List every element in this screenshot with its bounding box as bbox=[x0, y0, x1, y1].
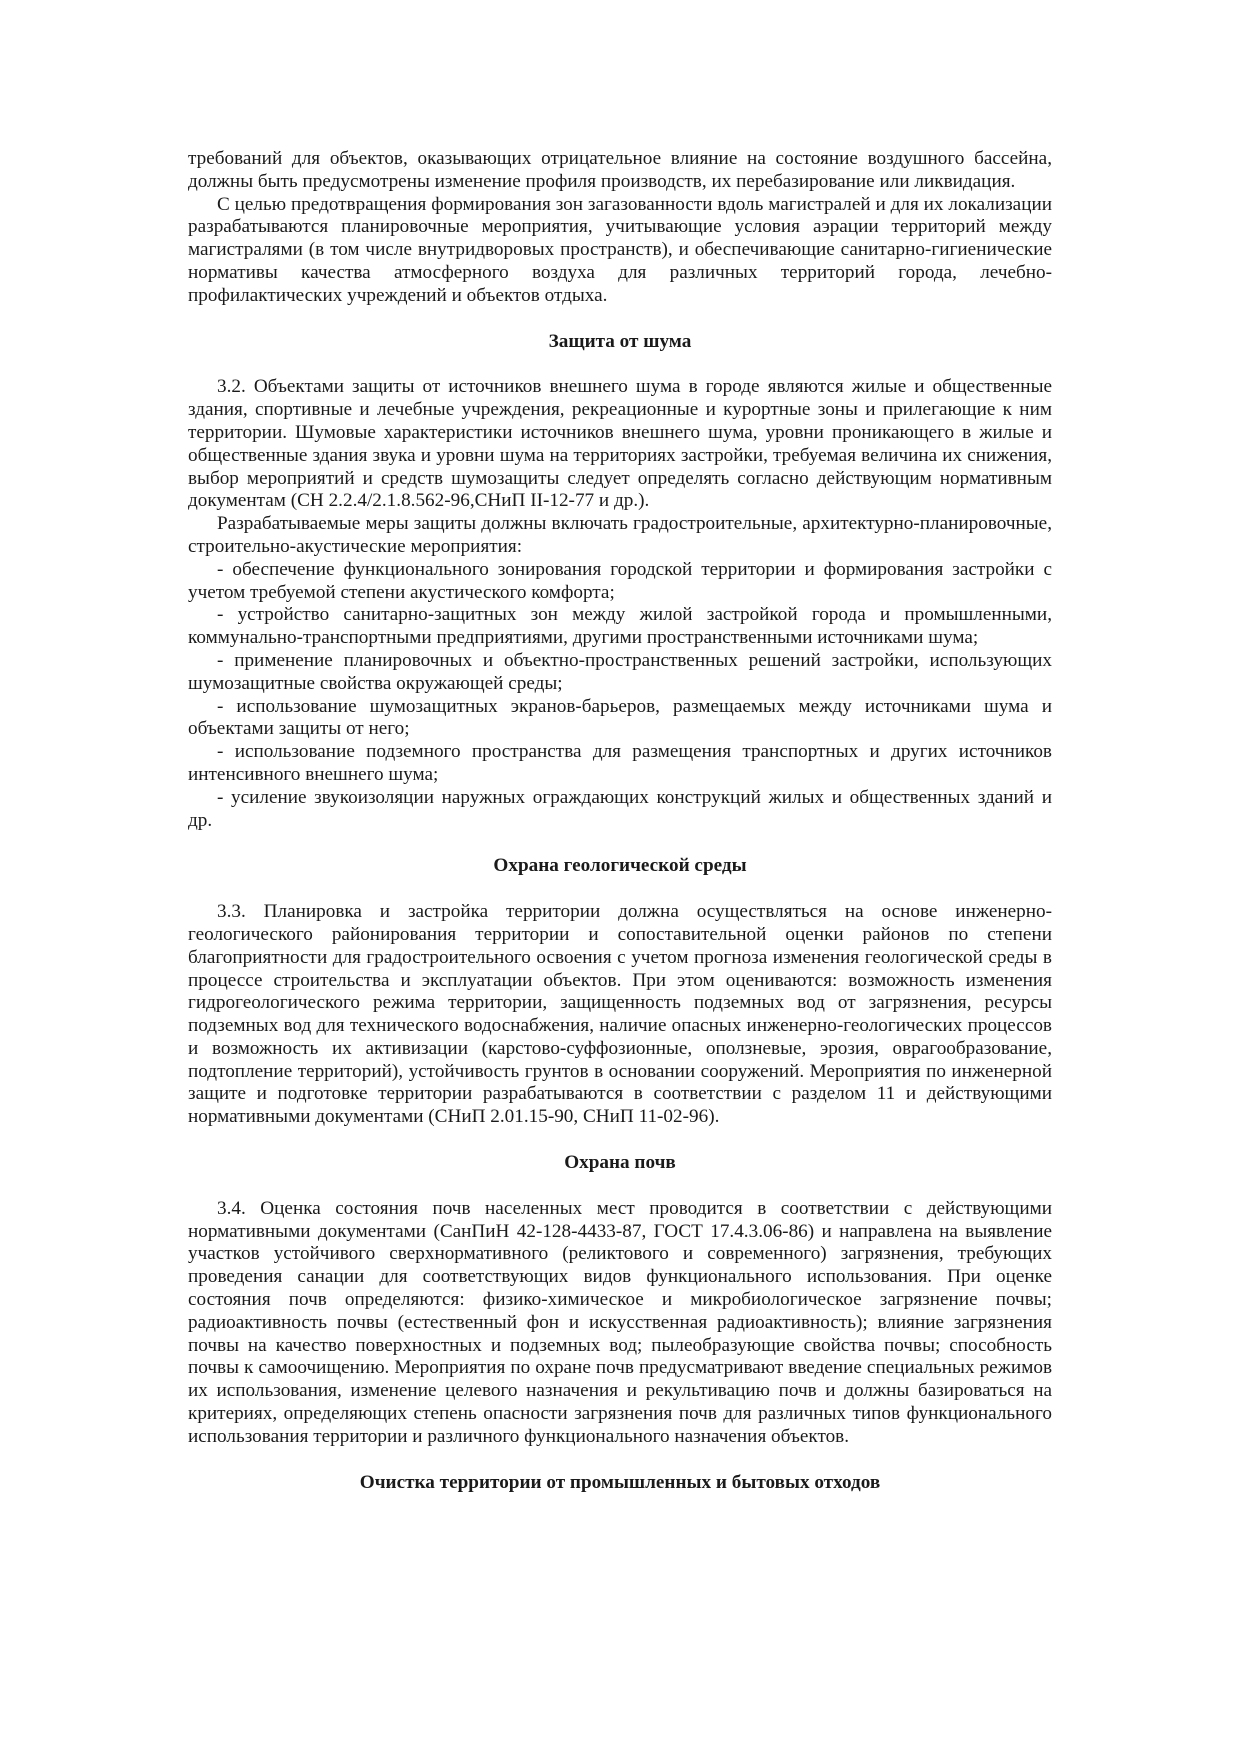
section-heading-waste: Очистка территории от промышленных и бытовых отходов bbox=[359, 1471, 881, 1493]
section-heading-soil: Охрана почв bbox=[564, 1152, 676, 1174]
section-heading-geology: Охрана геологической среды bbox=[493, 855, 747, 877]
section-heading-noise: Защита от шума bbox=[548, 330, 692, 352]
noise-list-item: - обеспечение функционального зонирования городской территории и формирования застройки с учетом требуемой степени акустического комфорта; bbox=[188, 558, 1052, 603]
noise-list-item: - использование подземного пространства для размещения транспортных и других источников интенсивного внешнего шума; bbox=[188, 741, 1052, 785]
intro-paragraph-1: требований для объектов, оказывающих отрицательное влияние на состояние воздушного бассейна, должны быть предусмотрены изменение профиля производств, их перебазирование или ликвидация. bbox=[188, 148, 1052, 192]
intro-paragraph-2: С целью предотвращения формирования зон загазованности вдоль магистралей и для их локализации разрабатываются планировочные мероприятия, учитывающие условия аэрации территорий между магистралями (в том числе внутридворовых пространств), и обеспечивающие санитарно-гигиенические нормативы качества атмосферного воздуха для различных территорий города, лечебно-профилактических учреждений и объектов отдыха. bbox=[188, 193, 1052, 306]
geology-paragraph-1: 3.3. Планировка и застройка территории должна осуществляться на основе инженерно-геологического районирования территории и сопоставительной оценки районов по степени благоприятности для градостроительного освоения с учетом прогноза изменения геологической среды в процессе строительства и эксплуатации объектов. При этом оцениваются: возможность изменения гидрогеологического режима территории, защищенность подземных вод от загрязнения, ресурсы подземных вод для технического водоснабжения, наличие опасных инженерно-геологических процессов и возможность их активизации (карстово-суффозионные, оползневые, эрозия, оврагообразование, подтопление территорий), устойчивость грунтов в основании сооружений. Мероприятия по инженерной защите и подготовке территории разрабатываются в соответствии с разделом 11 и действующими нормативными документами (СНиП 2.01.15-90, СНиП 11-02-96). bbox=[188, 901, 1052, 1128]
noise-list-item: - использование шумозащитных экранов-барьеров, размещаемых между источниками шума и объектами защиты от него; bbox=[188, 695, 1052, 740]
noise-list-item: - устройство санитарно-защитных зон между жилой застройкой города и промышленными, коммунально-транспортными предприятиями, другими пространственными источниками шума; bbox=[188, 604, 1052, 649]
noise-list-item: - усиление звукоизоляции наружных ограждающих конструкций жилых и общественных зданий и др. bbox=[188, 786, 1052, 831]
soil-paragraph-1: 3.4. Оценка состояния почв населенных мест проводится в соответствии с действующими нормативными документами (СанПиН 42-128-4433-87, ГОСТ 17.4.3.06-86) и направлена на выявление участков устойчивого сверхнормативного (реликтового и современного) загрязнения, требующих проведения санации для соответствующих видов функционального использования. При оценке состояния почв определяются: физико-химическое и микробиологическое загрязнение почвы; радиоактивность почвы (естественный фон и искусственная радиоактивность); влияние загрязнения почвы на качество поверхностных и подземных вод; пылеобразующие свойства почвы; способность почвы к самоочищению. Мероприятия по охране почв предусматривают введение специальных режимов их использования, изменение целевого назначения и рекультивацию почв и должны базироваться на критериях, определяющих степень опасности загрязнения почв для различных типов функционального использования территории и различного функционального назначения объектов. bbox=[188, 1197, 1052, 1447]
noise-list-item: - применение планировочных и объектно-пространственных решений застройки, использующих шумозащитные свойства окружающей среды; bbox=[188, 649, 1052, 694]
document-page bbox=[188, 148, 1052, 1494]
noise-paragraph-2: Разрабатываемые меры защиты должны включать градостроительные, архитектурно-планировочные, строительно-акустические мероприятия: bbox=[188, 513, 1052, 557]
noise-paragraph-1: 3.2. Объектами защиты от источников внешнего шума в городе являются жилые и общественные здания, спортивные и лечебные учреждения, рекреационные и курортные зоны и прилегающие к ним территории. Шумовые характеристики источников внешнего шума, уровни проникающего в жилые и общественные здания звука и уровни шума на территориях застройки, требуемая величина их снижения, выбор мероприятий и средств шумозащиты следует определять согласно действующим нормативным документам (СН 2.2.4/2.1.8.562-96,СНиП II-12-77 и др.). bbox=[188, 376, 1052, 512]
